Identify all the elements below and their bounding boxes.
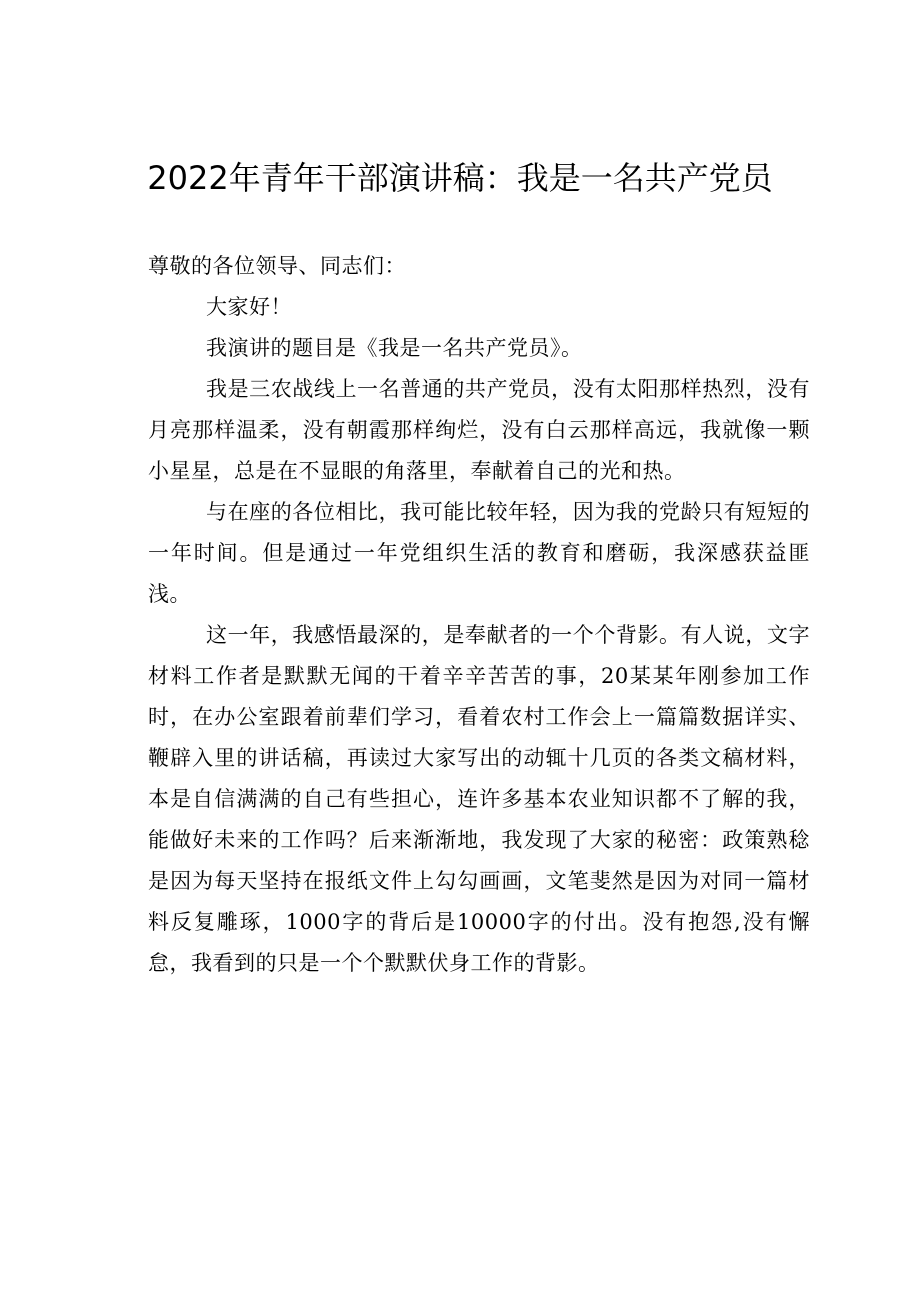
document-title: 2022年青年干部演讲稿：我是一名共产党员 bbox=[147, 159, 773, 197]
paragraph-topic: 我演讲的题目是《我是一名共产党员》。 bbox=[206, 336, 583, 360]
salutation: 尊敬的各位领导、同志们： bbox=[148, 254, 406, 278]
paragraph-party-age: 与在座的各位相比，我可能比较年轻，因为我的党龄只有短短的一年时间。但是通过一年党组织生活的教育和磨砺，我深感获益匪浅。 bbox=[148, 500, 810, 606]
paragraph-reflection: 这一年，我感悟最深的，是奉献者的一个个背影。有人说，文字材料工作者是默默无闻的干着辛辛苦苦的事，20某某年刚参加工作时，在办公室跟着前辈们学习，看着农村工作会上一篇篇数据详实、鞭辟入里的讲话稿，再读过大家写出的动辄十几页的各类文稿材料，本是自信满满的自己有些担心，连许多基本农业知识都不了解的我，能做好未来的工作吗？后来渐渐地，我发现了大家的秘密：政策熟稔是因为每天坚持在报纸文件上勾勾画画，文笔斐然是因为对同一篇材料反复雕琢，1000字的背后是10000字的付出。没有抱怨,没有懈怠，我看到的只是一个个默默伏身工作的背影。 bbox=[148, 623, 810, 975]
paragraph-introduction: 我是三农战线上一名普通的共产党员，没有太阳那样热烈，没有月亮那样温柔，没有朝霞那样绚烂，没有白云那样高远，我就像一颗小星星，总是在不显眼的角落里，奉献着自己的光和热。 bbox=[148, 377, 810, 483]
paragraph-greeting: 大家好！ bbox=[206, 295, 292, 319]
document-body bbox=[148, 246, 810, 984]
